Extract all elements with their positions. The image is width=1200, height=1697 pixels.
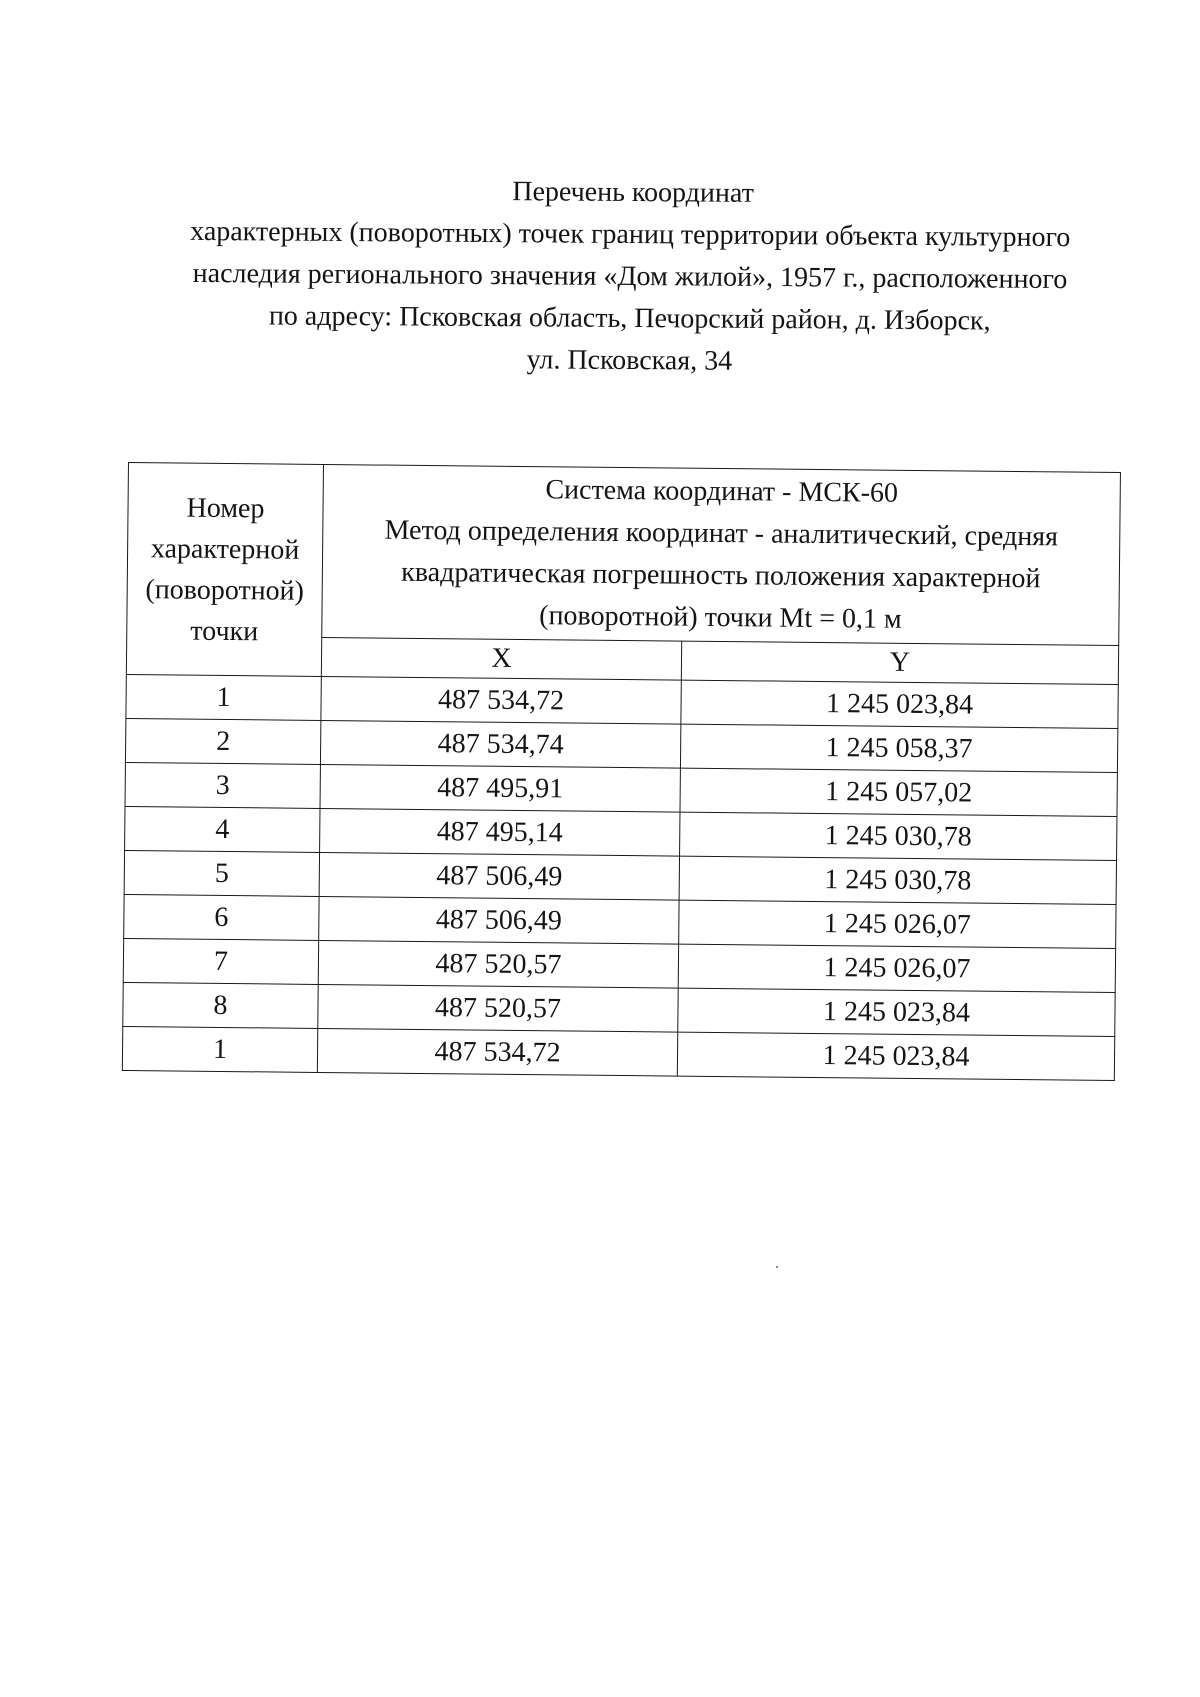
title-line-4: по адресу: Псковская область, Печорский район, д. Изборск, bbox=[268, 300, 991, 337]
title-line-2: характерных (поворотных) точек границ территории объекта культурного bbox=[190, 215, 1071, 254]
cell-y: 1 245 026,07 bbox=[679, 900, 1116, 948]
document-title bbox=[149, 169, 1110, 386]
cell-x: 487 534,72 bbox=[317, 1028, 677, 1076]
cell-x: 487 495,14 bbox=[320, 808, 680, 856]
cell-y: 1 245 057,02 bbox=[680, 768, 1117, 816]
header-point-number bbox=[126, 463, 323, 677]
header-system-line-2: Метод определения координат - аналитический, средняя bbox=[384, 514, 1059, 553]
header-number-line-3: (поворотной) bbox=[145, 573, 305, 607]
coordinates-table bbox=[122, 462, 1121, 1081]
table-row bbox=[122, 1026, 1114, 1080]
header-system-line-4: (поворотной) точки Mt = 0,1 м bbox=[539, 600, 902, 635]
cell-point-number: 7 bbox=[123, 938, 318, 984]
cell-point-number: 6 bbox=[124, 894, 319, 940]
cell-x: 487 506,49 bbox=[319, 852, 679, 900]
header-system-line-1: Система координат - МСК-60 bbox=[545, 474, 899, 509]
cell-x: 487 534,72 bbox=[321, 676, 681, 724]
cell-point-number: 1 bbox=[122, 1026, 317, 1072]
cell-point-number: 3 bbox=[125, 762, 320, 808]
title-line-5: ул. Псковская, 34 bbox=[526, 344, 733, 377]
cell-point-number: 5 bbox=[124, 850, 319, 896]
header-system-line-3: квадратическая погрешность положения характерной bbox=[401, 556, 1041, 595]
cell-y: 1 245 030,78 bbox=[679, 856, 1116, 904]
cell-x: 487 520,57 bbox=[318, 940, 678, 988]
coordinates-table-wrapper bbox=[122, 462, 1120, 1081]
scan-speck bbox=[776, 1266, 778, 1268]
cell-point-number: 1 bbox=[126, 674, 321, 720]
cell-y: 1 245 023,84 bbox=[677, 1032, 1114, 1080]
cell-point-number: 8 bbox=[123, 982, 318, 1028]
cell-x: 487 506,49 bbox=[319, 896, 679, 944]
header-number-line-2: характерной bbox=[150, 532, 300, 566]
cell-y: 1 245 058,37 bbox=[680, 724, 1117, 772]
title-line-1: Перечень координат bbox=[512, 176, 754, 209]
cell-y: 1 245 023,84 bbox=[678, 988, 1115, 1036]
cell-y: 1 245 030,78 bbox=[680, 812, 1117, 860]
header-coordinate-system bbox=[322, 464, 1121, 645]
cell-point-number: 4 bbox=[125, 806, 320, 852]
cell-x: 487 495,91 bbox=[320, 764, 680, 812]
title-line-3: наследия регионального значения «Дом жилой», 1957 г., расположенного bbox=[192, 257, 1068, 296]
cell-y: 1 245 026,07 bbox=[678, 944, 1115, 992]
cell-x: 487 534,74 bbox=[320, 720, 680, 768]
header-y: Y bbox=[681, 641, 1118, 684]
header-number-line-1: Номер bbox=[186, 492, 265, 524]
cell-point-number: 2 bbox=[125, 718, 320, 764]
table-header-row bbox=[127, 463, 1121, 646]
cell-y: 1 245 023,84 bbox=[681, 680, 1118, 728]
header-number-line-4: точки bbox=[190, 615, 259, 647]
header-x: X bbox=[321, 637, 681, 680]
cell-x: 487 520,57 bbox=[318, 984, 678, 1032]
